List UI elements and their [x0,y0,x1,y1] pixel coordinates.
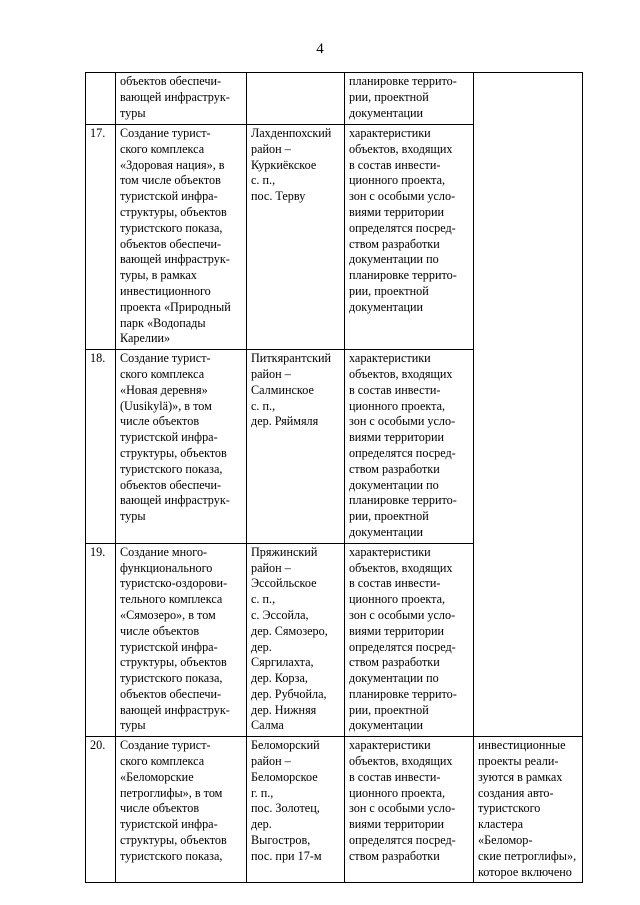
object-characteristics: характеристики объектов, входящих в состав инвести- ционного проекта, зон с особыми усло- виями территории определятся посред- ством разработки документации по планировке террито- рии, проектной документации [345,125,474,350]
page-number: 4 [316,41,324,57]
object-name: объектов обеспечи- вающей инфраструк- туры [116,73,247,125]
object-name: Создание турист- ского комплекса «Здоровая нация», в том числе объектов туристской инфра- структуры, объектов туристского показа, объектов обеспечи- вающей инфраструк- туры, в рамках инвестиционного проекта «Природный парк «Водопады Карелии» [116,125,247,350]
object-characteristics: характеристики объектов, входящих в состав инвести- ционного проекта, зон с особыми усло- виями территории определятся посред- ством разработки документации по планировке террито- рии, проектной документации [345,543,474,737]
object-location: Беломорский район – Беломорское г. п., пос. Золотец, дер. Выгостров, пос. при 17-м [247,737,345,883]
table-row [86,737,583,883]
object-characteristics: характеристики объектов, входящих в состав инвести- ционного проекта, зон с особыми усло- виями территории определятся посред- ством разработки [345,737,474,883]
object-location: Пряжинский район – Эссойльское с. п., с. Эссойла, дер. Сямозеро, дер. Сяргилахта, дер. Корза, дер. Рубчойла, дер. Нижняя Салма [247,543,345,737]
row-number: 19. [86,543,116,737]
note-cell [474,73,583,737]
object-location [247,73,345,125]
row-number: 20. [86,737,116,883]
table-row [86,73,583,125]
row-number: 18. [86,350,116,544]
note-cell: инвестиционные проекты реали- зуются в рамках создания авто- туристского кластера «Беломор- ские петроглифы», которое включено [474,737,583,883]
object-name: Создание много- функционального туристско-оздорови- тельного комплекса «Сямозеро», в том числе объектов туристской инфра- структуры, объектов туристского показа, объектов обеспечи- вающей инфраструк- туры [116,543,247,737]
projects-table [85,72,583,883]
object-name: Создание турист- ского комплекса «Новая деревня» (Uusikylä)», в том числе объектов туристской инфра- структуры, объектов туристского показа, объектов обеспечи- вающей инфраструк- туры [116,350,247,544]
object-name: Создание турист- ского комплекса «Беломорские петроглифы», в том числе объектов туристской инфра- структуры, объектов туристского показа, [116,737,247,883]
row-number: 17. [86,125,116,350]
object-characteristics: планировке террито- рии, проектной документации [345,73,474,125]
row-number [86,73,116,125]
object-location: Питкярантский район – Салминское с. п., дер. Ряймяля [247,350,345,544]
object-characteristics: характеристики объектов, входящих в состав инвести- ционного проекта, зон с особыми усло- виями территории определятся посред- ством разработки документации по планировке террито- рии, проектной документации [345,350,474,544]
object-location: Лахденпохский район – Куркиёкское с. п., пос. Терву [247,125,345,350]
